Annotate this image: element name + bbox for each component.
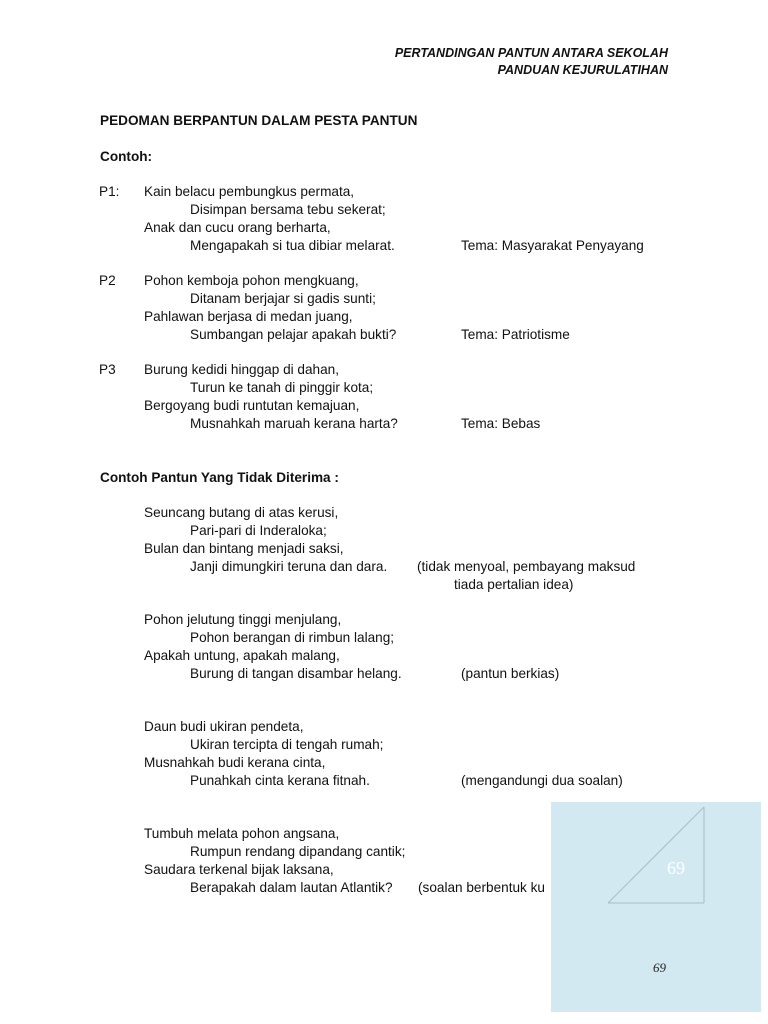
pantun-line: Daun budi ukiran pendeta,: [144, 719, 304, 734]
pantun-line: Berapakah dalam lautan Atlantik?: [190, 880, 393, 895]
example-label: P2: [99, 273, 116, 288]
rejection-note: (pantun berkias): [461, 666, 560, 681]
pantun-line: Saudara terkenal bijak laksana,: [144, 862, 334, 877]
pantun-line: Pohon berangan di rimbun lalang;: [190, 630, 395, 645]
theme-note: Tema: Masyarakat Penyayang: [461, 238, 644, 253]
pantun-line: Burung kedidi hinggap di dahan,: [144, 362, 339, 377]
pantun-line: Seuncang butang di atas kerusi,: [144, 505, 339, 520]
header-line-2: PANDUAN KEJURULATIHAN: [497, 63, 668, 77]
rejection-note-cont: tiada pertalian idea): [454, 577, 574, 592]
pantun-line: Apakah untung, apakah malang,: [144, 648, 340, 663]
pantun-line: Ukiran tercipta di tengah rumah;: [190, 737, 384, 752]
pantun-line: Turun ke tanah di pinggir kota;: [190, 380, 374, 395]
pantun-line: Pohon jelutung tinggi menjulang,: [144, 612, 342, 627]
theme-note: Tema: Bebas: [461, 416, 541, 431]
corner-page-number: 69: [667, 858, 685, 878]
rejection-note: (tidak menyoal, pembayang maksud: [417, 559, 636, 574]
contoh-label: Contoh:: [100, 149, 153, 164]
rejected-title: Contoh Pantun Yang Tidak Diterima :: [100, 470, 339, 485]
pantun-line: Burung di tangan disambar helang.: [190, 666, 402, 681]
pantun-line: Sumbangan pelajar apakah bukti?: [190, 327, 397, 342]
rejection-note: (mengandungi dua soalan): [461, 773, 623, 788]
pantun-line: Musnahkah budi kerana cinta,: [144, 755, 326, 770]
pantun-line: Bergoyang budi runtutan kemajuan,: [144, 398, 360, 413]
pantun-line: Ditanam berjajar si gadis sunti;: [190, 291, 376, 306]
page-corner-panel[interactable]: [551, 802, 761, 1012]
pantun-line: Musnahkah maruah kerana harta?: [190, 416, 398, 431]
pantun-line: Punahkah cinta kerana fitnah.: [190, 773, 370, 788]
pantun-line: Bulan dan bintang menjadi saksi,: [144, 541, 344, 556]
example-label: P3: [99, 362, 116, 377]
pantun-line: Pahlawan berjasa di medan juang,: [144, 309, 353, 324]
page-number: 69: [653, 960, 666, 975]
pantun-line: Anak dan cucu orang berharta,: [144, 220, 331, 235]
example-label: P1:: [99, 184, 120, 199]
pantun-line: Pari-pari di Inderaloka;: [190, 523, 327, 538]
pantun-line: Janji dimungkiri teruna dan dara.: [190, 559, 388, 574]
page-title: PEDOMAN BERPANTUN DALAM PESTA PANTUN: [100, 113, 418, 128]
pantun-line: Rumpun rendang dipandang cantik;: [190, 844, 406, 859]
rejection-note: (soalan berbentuk ku: [418, 880, 545, 895]
pantun-line: Pohon kemboja pohon mengkuang,: [144, 273, 359, 288]
pantun-line: Tumbuh melata pohon angsana,: [144, 826, 340, 841]
page-curl-graphic: [551, 802, 761, 1012]
header-line-1: PERTANDINGAN PANTUN ANTARA SEKOLAH: [394, 46, 668, 60]
pantun-line: Kain belacu pembungkus permata,: [144, 184, 355, 199]
theme-note: Tema: Patriotisme: [461, 327, 570, 342]
pantun-line: Mengapakah si tua dibiar melarat.: [190, 238, 395, 253]
pantun-line: Disimpan bersama tebu sekerat;: [190, 202, 386, 217]
